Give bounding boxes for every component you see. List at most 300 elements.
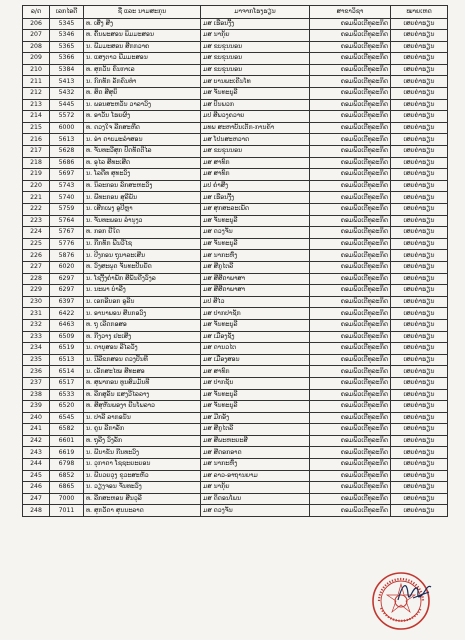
table-row: [23, 169, 448, 181]
student-name: ທ. ສີສຸຫັນພອງາ ຍີນໂພລາວ: [84, 401, 201, 413]
previous-school: ມສ ສີກູໄຕລີ: [201, 261, 310, 273]
fee-status: ເສຍຄ່າຮຽນ: [391, 493, 448, 505]
row-number: 237: [23, 377, 50, 389]
subject: ຄອມພິວເຕີທຸລະກິດ: [310, 285, 391, 297]
student-id: 6000: [50, 122, 84, 134]
table-row: [23, 238, 448, 250]
table-row: [23, 505, 448, 517]
table-row: [23, 227, 448, 239]
subject: ຄອມພິວເຕີທຸລະກິດ: [310, 250, 391, 262]
previous-school: ມປ ສີໄວ: [201, 296, 310, 308]
previous-school: ມສ ໂປນສະຫວາດ: [201, 134, 310, 146]
student-name: ນ. ແສງຕາວ ພີມມະສອນ: [84, 53, 201, 65]
row-number: 236: [23, 366, 50, 378]
previous-school: ມສ ດວງຈັນ: [201, 505, 310, 517]
previous-school: ມສ ປົນພວກ: [201, 99, 310, 111]
previous-school: ມສ ສາທົກ: [201, 169, 310, 181]
student-id: 6297: [50, 285, 84, 297]
fee-status: ເສຍຄ່າຮຽນ: [391, 99, 448, 111]
student-name: ນ. ນະພາ ບໍາລີງ: [84, 285, 201, 297]
student-name: ນ. ເລັກສະໄໝ ສີທະສອ: [84, 366, 201, 378]
row-number: 214: [23, 111, 50, 123]
fee-status: ເສຍຄ່າຮຽນ: [391, 296, 448, 308]
table-row: [23, 41, 448, 53]
row-number: 208: [23, 41, 50, 53]
student-id: 7011: [50, 505, 84, 517]
student-id: 6519: [50, 343, 84, 355]
fee-status: ເສຍຄ່າຮຽນ: [391, 308, 448, 320]
table-row: [23, 88, 448, 100]
student-id: 5445: [50, 99, 84, 111]
student-id: 5384: [50, 64, 84, 76]
fee-status: ເສຍຄ່າຮຽນ: [391, 18, 448, 30]
student-name: ທ. ດວງໃຈ ລີກສະຫີດ: [84, 122, 201, 134]
row-number: 229: [23, 285, 50, 297]
table-row: [23, 134, 448, 146]
row-number: 224: [23, 227, 50, 239]
student-name: ນ. ພອນສະຫວັນ ວາລາວົງ: [84, 99, 201, 111]
previous-school: ມສ ດານວໄຕ: [201, 343, 310, 355]
subject: ຄອມພິວເຕີທຸລະກິດ: [310, 470, 391, 482]
fee-status: ເສຍຄ່າຮຽນ: [391, 482, 448, 494]
student-name: ນ. ເອກອີນອກ ອູລີນ: [84, 296, 201, 308]
student-name: ທ. ຖຸ ເລີດກອສອ: [84, 319, 201, 331]
row-number: 213: [23, 99, 50, 111]
student-name: ນ. ເສີກເພງ ອູປີຫຼາ: [84, 204, 201, 216]
fee-status: ເສຍຄ່າຮຽນ: [391, 134, 448, 146]
row-number: 209: [23, 53, 50, 65]
row-number: 247: [23, 493, 50, 505]
table-row: [23, 331, 448, 343]
fee-status: ເສຍຄ່າຮຽນ: [391, 285, 448, 297]
subject: ຄອມພິວເຕີທຸລະກິດ: [310, 215, 391, 227]
previous-school: ມສ ສຸກສະລະເພັດ: [201, 204, 310, 216]
previous-school: ມສ ນາກະຫົ່ງ: [201, 250, 310, 262]
table-row: [23, 99, 448, 111]
student-name: ນ. ໂຊງີ້ງຄຳພັກ ສີພັນດີງວົງລ: [84, 273, 201, 285]
table-row: [23, 273, 448, 285]
previous-school: ມສ ຈັນທະບູລີ: [201, 401, 310, 413]
student-name: ທ. ກອກ ຍີໃດ: [84, 227, 201, 239]
table-row: [23, 204, 448, 216]
table-row: [23, 53, 448, 65]
previous-school: ມປ ຄຳສີງ: [201, 180, 310, 192]
subject: ຄອມພິວເຕີທຸລະກິດ: [310, 227, 391, 239]
fee-status: ເສຍຄ່າຮຽນ: [391, 192, 448, 204]
student-name: ທ. ຖຸລີງ ວົງລັກ: [84, 435, 201, 447]
subject: ຄອມພິວເຕີທຸລະກິດ: [310, 30, 391, 42]
student-name: ທ. ວົງສະພຸດ ຈັນທະປັນຍັດ: [84, 261, 201, 273]
subject: ຄອມພິວເຕີທຸລະກິດ: [310, 389, 391, 401]
student-name: ນ. ຄູນ ລີກາລັກ: [84, 424, 201, 436]
student-name: ນ. ນີລີຂກສອນ ດວງປັນທີ: [84, 354, 201, 366]
student-id: 5686: [50, 157, 84, 169]
subject: ຄອມພິວເຕີທຸລະກິດ: [310, 41, 391, 53]
header-school: ມາຈາກໂຮງຮຽນ: [201, 6, 310, 19]
fee-status: ເສຍຄ່າຮຽນ: [391, 424, 448, 436]
table-row: [23, 157, 448, 169]
student-id: 5365: [50, 41, 84, 53]
student-id: 6533: [50, 389, 84, 401]
student-name: ນ. ພີມມະສອນ ສີກກວາຄ: [84, 41, 201, 53]
subject: ຄອມພິວເຕີທຸລະກິດ: [310, 180, 391, 192]
row-number: 207: [23, 30, 50, 42]
fee-status: ເສຍຄ່າຮຽນ: [391, 250, 448, 262]
fee-status: ເສຍຄ່າຮຽນ: [391, 64, 448, 76]
student-name: ນ. ພີນວຍວຸງ ຂຸວະສະຫັວ: [84, 470, 201, 482]
student-id: 6852: [50, 470, 84, 482]
student-name: ທ. ອາວັນ ໂຮຍຜົງ: [84, 111, 201, 123]
table-row: [23, 482, 448, 494]
student-id: 5764: [50, 215, 84, 227]
row-number: 221: [23, 192, 50, 204]
student-id: 6422: [50, 308, 84, 320]
header-id: ເລກໄອດີ: [50, 6, 84, 19]
table-row: [23, 412, 448, 424]
fee-status: ເສຍຄ່າຮຽນ: [391, 331, 448, 343]
row-number: 222: [23, 204, 50, 216]
student-name: ທ. ຄົ້ນພະສອນ ພິມມະສອນ: [84, 30, 201, 42]
row-number: 238: [23, 389, 50, 401]
student-name: ນ. ໂລດີທ ສຸທະວົງ: [84, 169, 201, 181]
student-name: ນ. ພີນາຂັນ ກີນທະວົງ: [84, 447, 201, 459]
fee-status: ເສຍຄ່າຮຽນ: [391, 30, 448, 42]
previous-school: ມສ ເຮືອນງີ້ງ: [201, 18, 310, 30]
student-id: 5432: [50, 88, 84, 100]
previous-school: ມສ ປາກປາຊັກ: [201, 308, 310, 320]
table-row: [23, 470, 448, 482]
student-name: ທ. ສິດ ສີສຸຍິ: [84, 88, 201, 100]
fee-status: ເສຍຄ່າຮຽນ: [391, 366, 448, 378]
fee-status: ເສຍຄ່າຮຽນ: [391, 261, 448, 273]
table-row: [23, 308, 448, 320]
student-name: ນ. ວຽງຈອນ ຈັນທະວົງ: [84, 482, 201, 494]
previous-school: ມປ ສີພວງຄວາຍ: [201, 111, 310, 123]
subject: ຄອມພິວເຕີທຸລະກິດ: [310, 111, 391, 123]
fee-status: ເສຍຄ່າຮຽນ: [391, 412, 448, 424]
table-row: [23, 18, 448, 30]
row-number: 233: [23, 331, 50, 343]
signature: [395, 578, 435, 608]
subject: ຄອມພິວເຕີທຸລະກິດ: [310, 134, 391, 146]
student-id: 5876: [50, 250, 84, 262]
subject: ຄອມພິວເຕີທຸລະກິດ: [310, 331, 391, 343]
previous-school: ມສ ຂບຂຸນນອນ: [201, 53, 310, 65]
subject: ຄອມພິວເຕີທຸລະກິດ: [310, 343, 391, 355]
student-id: 6397: [50, 296, 84, 308]
subject: ຄອມພິວເຕີທຸລະກິດ: [310, 354, 391, 366]
fee-status: ເສຍຄ່າຮຽນ: [391, 215, 448, 227]
fee-status: ເສຍຄ່າຮຽນ: [391, 76, 448, 88]
student-name: ທ. ອຸໄລ ສີທະເສີດ: [84, 157, 201, 169]
subject: ຄອມພິວເຕີທຸລະກິດ: [310, 238, 391, 250]
subject: ຄອມພິວເຕີທຸລະກິດ: [310, 482, 391, 494]
row-number: 234: [23, 343, 50, 355]
subject: ຄອມພິວເຕີທຸລະກິດ: [310, 424, 391, 436]
table-row: [23, 447, 448, 459]
fee-status: ເສຍຄ່າຮຽນ: [391, 273, 448, 285]
student-name: ທ. ຈັນທະວີສຸກ ປົດທັດຕີໄລ: [84, 146, 201, 158]
student-id: 5346: [50, 30, 84, 42]
table-row: [23, 180, 448, 192]
student-name: ທ. ລີກສູລັນ ແສງວີໄລລາງ: [84, 389, 201, 401]
previous-school: ມທພ ສະຫາບັນເຕັກ-ການຄ້າ: [201, 122, 310, 134]
student-name: ທ. ສຸກວັດາ ສຸນນະລາດ: [84, 505, 201, 517]
student-name: ທ. ເສີ່ງ ສີງ: [84, 18, 201, 30]
header-no: ລ/ດ: [23, 6, 50, 19]
fee-status: ເສຍຄ່າຮຽນ: [391, 505, 448, 517]
student-register-table: [22, 5, 448, 517]
table-row: [23, 76, 448, 88]
subject: ຄອມພິວເຕີທຸລະກິດ: [310, 273, 391, 285]
student-id: 6619: [50, 447, 84, 459]
table-row: [23, 459, 448, 471]
row-number: 228: [23, 273, 50, 285]
subject: ຄອມພິວເຕີທຸລະກິດ: [310, 412, 391, 424]
row-number: 212: [23, 88, 50, 100]
previous-school: ມສ ຈັນທະບູລີ: [201, 389, 310, 401]
student-name: ນ. ກີກທັກ ພີນວີໄຊ: [84, 238, 201, 250]
fee-status: ເສຍຄ່າຮຽນ: [391, 459, 448, 471]
fee-status: ເສຍຄ່າຮຽນ: [391, 389, 448, 401]
table-row: [23, 377, 448, 389]
subject: ຄອມພິວເຕີທຸລະກິດ: [310, 99, 391, 111]
fee-status: ເສຍຄ່າຮຽນ: [391, 470, 448, 482]
fee-status: ເສຍຄ່າຮຽນ: [391, 238, 448, 250]
previous-school: ມສ ປາກຊັນ: [201, 377, 310, 389]
student-id: 5767: [50, 227, 84, 239]
table-row: [23, 435, 448, 447]
table-row: [23, 424, 448, 436]
fee-status: ເສຍຄ່າຮຽນ: [391, 88, 448, 100]
previous-school: ມສ ຈັນທະບູລີ: [201, 88, 310, 100]
student-id: 6601: [50, 435, 84, 447]
fee-status: ເສຍຄ່າຮຽນ: [391, 157, 448, 169]
previous-school: ມສ ຈັນທະບູລີ: [201, 319, 310, 331]
student-id: 5345: [50, 18, 84, 30]
student-name: ນ. ວຸກາດາ ໂຊຊະຍະຍອນ: [84, 459, 201, 471]
subject: ຄອມພິວເຕີທຸລະກິດ: [310, 308, 391, 320]
previous-school: ມສ ຈັນທະບູລີ: [201, 215, 310, 227]
student-name: ນ. ປີງກອນ ຖຸນາລະເສີນ: [84, 250, 201, 262]
fee-status: ເສຍຄ່າຮຽນ: [391, 111, 448, 123]
student-id: 5697: [50, 169, 84, 181]
subject: ຄອມພິວເຕີທຸລະກິດ: [310, 18, 391, 30]
student-id: 6509: [50, 331, 84, 343]
row-number: 248: [23, 505, 50, 517]
row-number: 223: [23, 215, 50, 227]
table-row: [23, 319, 448, 331]
header-note: ໝາຍເຫດ: [391, 6, 448, 19]
previous-school: ມສ ລາວ-ອາຖານຍາມ: [201, 470, 310, 482]
previous-school: ມສ ເມືອງສອນ: [201, 354, 310, 366]
row-number: 245: [23, 470, 50, 482]
student-id: 6463: [50, 319, 84, 331]
student-id: 5413: [50, 76, 84, 88]
previous-school: ມສ ບານພະເຄີນໂທ: [201, 76, 310, 88]
previous-school: ມສ ສີກູໄຕລີ: [201, 424, 310, 436]
student-name: ນ. ອ່າ ດາບມະລຳສອນ: [84, 134, 201, 146]
previous-school: ມສ ນາກຸ້ຍ: [201, 482, 310, 494]
student-id: 6545: [50, 412, 84, 424]
row-number: 240: [23, 412, 50, 424]
row-number: 219: [23, 169, 50, 181]
student-id: 6582: [50, 424, 84, 436]
fee-status: ເສຍຄ່າຮຽນ: [391, 227, 448, 239]
row-number: 242: [23, 435, 50, 447]
student-name: ທ. ກີງວາງ ຢະເສີງ: [84, 331, 201, 343]
fee-status: ເສຍຄ່າຮຽນ: [391, 354, 448, 366]
fee-status: ເສຍຄ່າຮຽນ: [391, 435, 448, 447]
fee-status: ເສຍຄ່າຮຽນ: [391, 180, 448, 192]
subject: ຄອມພິວເຕີທຸລະກິດ: [310, 296, 391, 308]
subject: ຄອມພິວເຕີທຸລະກິດ: [310, 493, 391, 505]
table-row: [23, 111, 448, 123]
row-number: 220: [23, 180, 50, 192]
student-id: 5628: [50, 146, 84, 158]
table-row: [23, 215, 448, 227]
table-row: [23, 250, 448, 262]
student-name: ນ. ອານາພອນ ສີນກອວົງ: [84, 308, 201, 320]
previous-school: ມສ ສາທົກ: [201, 366, 310, 378]
student-id: 5743: [50, 180, 84, 192]
previous-school: ມສ ສາທົກ: [201, 157, 310, 169]
subject: ຄອມພິວເຕີທຸລະກິດ: [310, 435, 391, 447]
previous-school: ມສ ດິດອນໂພນ: [201, 493, 310, 505]
subject: ຄອມພິວເຕີທຸລະກິດ: [310, 192, 391, 204]
student-name: ທ. ນິລະກອນ ລົກສະຫະວົງ: [84, 180, 201, 192]
student-name: ນ. ຈັນທະພອນ ລຳນຸງວ: [84, 215, 201, 227]
table-row: [23, 146, 448, 158]
subject: ຄອມພິວເຕີທຸລະກິດ: [310, 261, 391, 273]
subject: ຄອມພິວເຕີທຸລະກິດ: [310, 169, 391, 181]
header-name: ຊື່ ແລະ ນາມສະກຸນ: [84, 6, 201, 19]
subject: ຄອມພິວເຕີທຸລະກິດ: [310, 88, 391, 100]
student-name: ນ. ດາບຸສອນ ລີໄລວັງ: [84, 343, 201, 355]
student-id: 5776: [50, 238, 84, 250]
row-number: 211: [23, 76, 50, 88]
fee-status: ເສຍຄ່າຮຽນ: [391, 146, 448, 158]
row-number: 241: [23, 424, 50, 436]
table-row: [23, 401, 448, 413]
subject: ຄອມພິວເຕີທຸລະກິດ: [310, 204, 391, 216]
fee-status: ເສຍຄ່າຮຽນ: [391, 204, 448, 216]
subject: ຄອມພິວເຕີທຸລະກິດ: [310, 377, 391, 389]
student-id: 6514: [50, 366, 84, 378]
subject: ຄອມພິວເຕີທຸລະກິດ: [310, 447, 391, 459]
fee-status: ເສຍຄ່າຮຽນ: [391, 401, 448, 413]
subject: ຄອມພິວເຕີທຸລະກິດ: [310, 157, 391, 169]
row-number: 226: [23, 250, 50, 262]
row-number: 235: [23, 354, 50, 366]
previous-school: ມສ ເຮືອນງີ້ງ: [201, 192, 310, 204]
fee-status: ເສຍຄ່າຮຽນ: [391, 447, 448, 459]
previous-school: ມສ ດວງຈັນ: [201, 227, 310, 239]
fee-status: ເສຍຄ່າຮຽນ: [391, 343, 448, 355]
row-number: 227: [23, 261, 50, 273]
fee-status: ເສຍຄ່າຮຽນ: [391, 377, 448, 389]
row-number: 215: [23, 122, 50, 134]
student-id: 5613: [50, 134, 84, 146]
student-name: ນ. ປາລີ ລາກອນັນ: [84, 412, 201, 424]
subject: ຄອມພິວເຕີທຸລະກິດ: [310, 76, 391, 88]
student-id: 5740: [50, 192, 84, 204]
row-number: 217: [23, 146, 50, 158]
table-row: [23, 493, 448, 505]
row-number: 225: [23, 238, 50, 250]
table-row: [23, 285, 448, 297]
table-header-row: [23, 6, 448, 19]
previous-school: ມສ ສີສີດາພາສາ: [201, 285, 310, 297]
previous-school: ມສ ສີດອກອາດ: [201, 447, 310, 459]
fee-status: ເສຍຄ່າຮຽນ: [391, 319, 448, 331]
row-number: 216: [23, 134, 50, 146]
student-id: 6517: [50, 377, 84, 389]
row-number: 218: [23, 157, 50, 169]
student-id: 6798: [50, 459, 84, 471]
fee-status: ເສຍຄ່າຮຽນ: [391, 41, 448, 53]
table-row: [23, 30, 448, 42]
row-number: 246: [23, 482, 50, 494]
student-name: ນ. ພີທະກອນ ສຸລີພັນ: [84, 192, 201, 204]
subject: ຄອມພິວເຕີທຸລະກິດ: [310, 146, 391, 158]
student-id: 6297: [50, 273, 84, 285]
previous-school: ມສ ສີສີດາພາສາ: [201, 273, 310, 285]
student-id: 6020: [50, 261, 84, 273]
previous-school: ມສ ຂບຂຸນນອນ: [201, 41, 310, 53]
student-id: 6513: [50, 354, 84, 366]
previous-school: ມສ ນາກຸ້ຍ: [201, 30, 310, 42]
subject: ຄອມພິວເຕີທຸລະກິດ: [310, 366, 391, 378]
table-body: [23, 18, 448, 517]
student-name: ທ. ສຸພາກອນ ທູນສົມມັນທີ: [84, 377, 201, 389]
row-number: 239: [23, 401, 50, 413]
row-number: 206: [23, 18, 50, 30]
student-id: 5759: [50, 204, 84, 216]
student-id: 6520: [50, 401, 84, 413]
subject: ຄອມພິວເຕີທຸລະກິດ: [310, 401, 391, 413]
subject: ຄອມພິວເຕີທຸລະກິດ: [310, 505, 391, 517]
table-row: [23, 122, 448, 134]
student-name: ທ. ສຸກວັນ ຄົນກາເລ: [84, 64, 201, 76]
row-number: 230: [23, 296, 50, 308]
table-row: [23, 64, 448, 76]
fee-status: ເສຍຄ່າຮຽນ: [391, 122, 448, 134]
previous-school: ມສ ເມືອງຊັງ: [201, 331, 310, 343]
previous-school: ມສ ສີພະຫະຍະສີ: [201, 435, 310, 447]
row-number: 232: [23, 319, 50, 331]
previous-school: ມສ ຂບຂຸນນອນ: [201, 146, 310, 158]
previous-school: ມສ ຈັນທະບູລີ: [201, 238, 310, 250]
student-name: ນ. ກົກທັກ ລັກຄົນທຳ: [84, 76, 201, 88]
row-number: 244: [23, 459, 50, 471]
fee-status: ເສຍຄ່າຮຽນ: [391, 169, 448, 181]
previous-school: ມສ ຂບຂຸນນອນ: [201, 64, 310, 76]
previous-school: ມສ ມີກອັງ: [201, 412, 310, 424]
student-id: 6865: [50, 482, 84, 494]
table-row: [23, 192, 448, 204]
header-subject: ສາຂາວິຊາ: [310, 6, 391, 19]
table-row: [23, 389, 448, 401]
subject: ຄອມພິວເຕີທຸລະກິດ: [310, 122, 391, 134]
row-number: 243: [23, 447, 50, 459]
table-row: [23, 261, 448, 273]
student-id: 5572: [50, 111, 84, 123]
subject: ຄອມພິວເຕີທຸລະກິດ: [310, 64, 391, 76]
table-row: [23, 343, 448, 355]
row-number: 231: [23, 308, 50, 320]
subject: ຄອມພິວເຕີທຸລະກິດ: [310, 53, 391, 65]
